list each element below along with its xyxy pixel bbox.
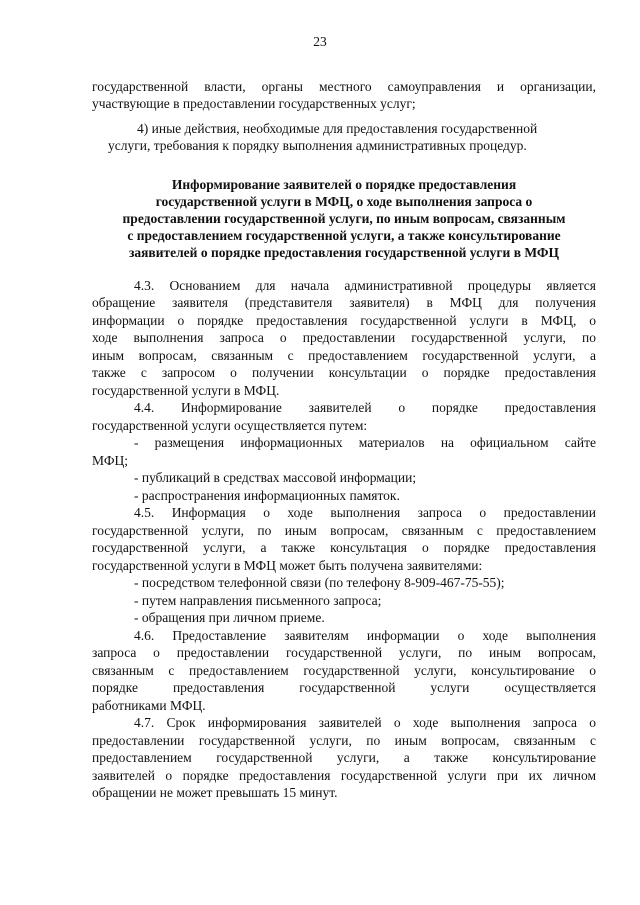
text-line: участвующие в предоставлении государственных услуг;	[92, 96, 416, 111]
text-line: 4.4. Информирование заявителей о порядке предоставления	[134, 400, 596, 415]
text-line: обращение заявителя (представителя заявителя) в МФЦ для получения	[92, 295, 596, 310]
text-line: информации о порядке предоставления государственной услуги в МФЦ, о	[92, 313, 596, 328]
page-number: 23	[313, 34, 327, 49]
text-line: 4.5. Информация о ходе выполнения запроса о предоставлении	[134, 505, 596, 520]
section-heading: заявителей о порядке предоставления государственной услуги в МФЦ	[128, 245, 560, 260]
text-line: предоставлении государственной услуги, по иным вопросам, связанным с	[92, 733, 596, 748]
text-line: 4.6. Предоставление заявителям информации о ходе выполнения	[134, 628, 596, 643]
text-line: государственной услуги, по иным вопросам, связанным с предоставлением	[92, 523, 596, 538]
text-line: 4.3. Основанием для начала административной процедуры является	[134, 278, 596, 293]
section-heading: с предоставлением государственной услуги, а также консультирование	[127, 228, 561, 243]
text-line: 4) иные действия, необходимые для предоставления государственной	[137, 121, 538, 136]
text-line: иным вопросам, связанным с предоставлением государственной услуги, а	[92, 348, 596, 363]
text-line: связанным с предоставлением государственной услуги, консультирование о	[92, 663, 596, 678]
text-line: МФЦ;	[92, 453, 128, 468]
text-line: ходе выполнения запроса о предоставлении государственной услуги, по	[92, 330, 596, 345]
text-line: - распространения информационных памяток.	[134, 488, 400, 503]
text-line: запроса о предоставлении государственной услуги, по иным вопросам,	[92, 645, 596, 660]
text-line: государственной власти, органы местного самоуправления и организации,	[92, 79, 596, 94]
text-line: порядке предоставления государственной услуги осуществляется	[92, 680, 596, 695]
text-line: - обращения при личном приеме.	[134, 610, 325, 625]
text-line: 4.7. Срок информирования заявителей о ходе выполнения запроса о	[134, 715, 596, 730]
text-line: государственной услуги, а также консультация о порядке предоставления	[92, 540, 596, 555]
text-line: заявителей о порядке предоставления государственной услуги при их личном	[92, 768, 596, 783]
text-line: также с запросом о получении консультации о порядке предоставления	[92, 365, 596, 380]
section-heading: Информирование заявителей о порядке предоставления	[171, 177, 517, 192]
text-line: - путем направления письменного запроса;	[134, 593, 382, 608]
text-line: - посредством телефонной связи (по телефону 8-909-467-75-55);	[134, 575, 505, 590]
text-line: - публикаций в средствах массовой информации;	[134, 470, 417, 485]
section-heading: государственной услуги в МФЦ, о ходе выполнения запроса о	[155, 194, 533, 209]
text-line: работниками МФЦ.	[92, 698, 206, 713]
text-line: предоставлением государственной услуги, а также консультирование	[92, 750, 596, 765]
section-heading: предоставлении государственной услуги, по иным вопросам, связанным	[122, 211, 566, 226]
text-line: государственной услуги в МФЦ может быть получена заявителями:	[92, 558, 483, 573]
text-line: государственной услуги осуществляется путем:	[92, 418, 368, 433]
text-line: государственной услуги в МФЦ.	[92, 383, 280, 398]
text-line: обращении не может превышать 15 минут.	[92, 785, 338, 800]
text-line: услуги, требования к порядку выполнения административных процедур.	[108, 138, 527, 153]
text-line: - размещения информационных материалов на официальном сайте	[134, 435, 596, 450]
